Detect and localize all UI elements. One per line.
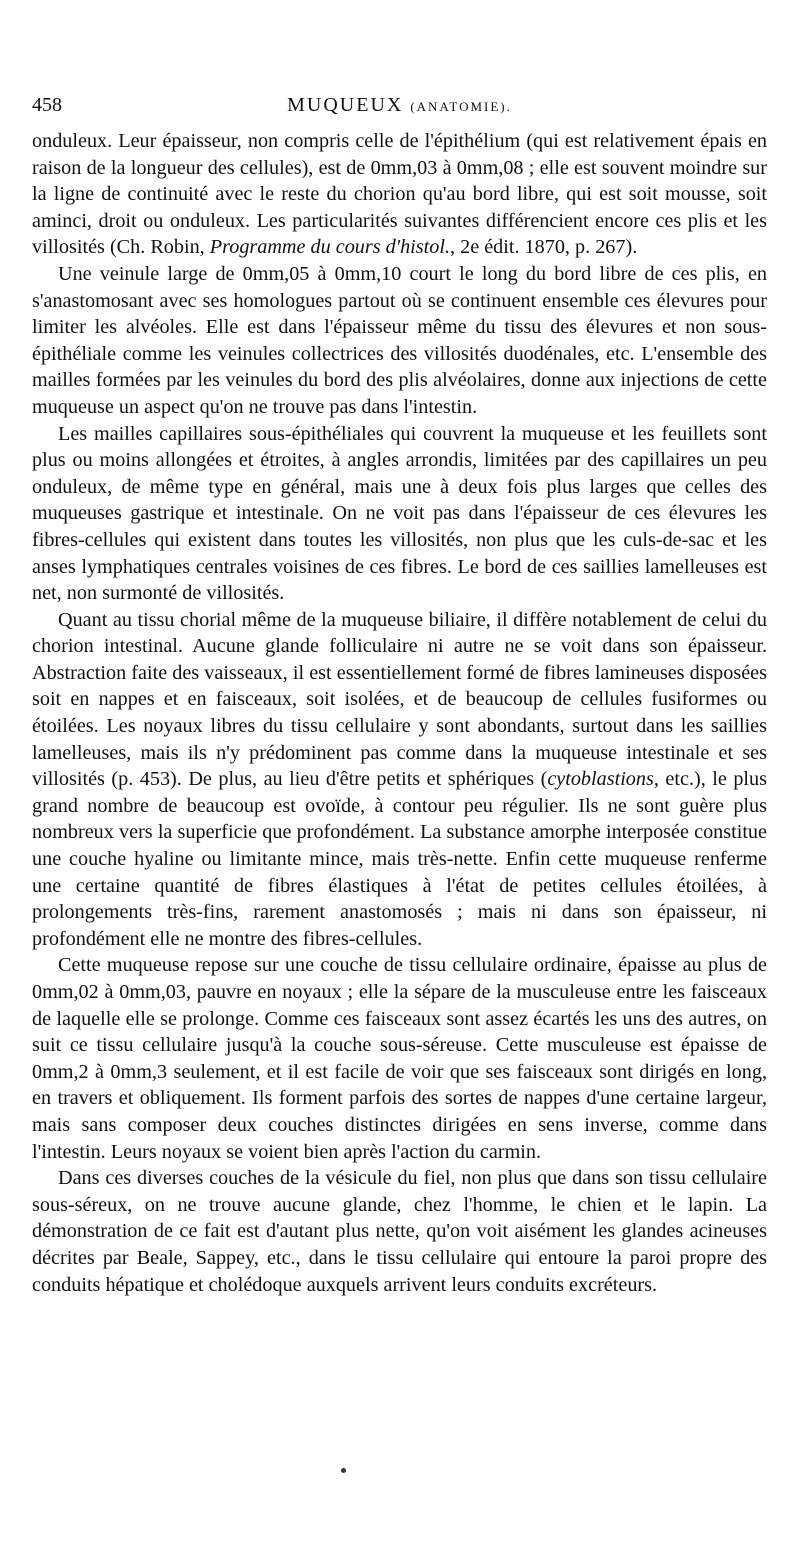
page-header: [32, 94, 767, 122]
running-title-main: MUQUEUX: [287, 94, 404, 116]
paragraph-1-text-after: , 2e édit. 1870, p. 267).: [450, 236, 638, 259]
page-number: 458: [32, 94, 62, 116]
italic-term: cytoblastions: [547, 768, 654, 791]
paragraph-6: Dans ces diverses couches de la vésicule du fiel, non plus que dans son tissu cellulaire sous-séreux, on ne trouve aucune glande, chez l'homme, le chien et le lapin. La démonstration de ce fait est d'autant plus nette, qu'on voit aisément les glandes acineuses décrites par Beale, Sappey, etc., dans le tissu cellulaire qui entoure la paroi propre des conduits hépatique et cholédoque auxquels arrivent leurs conduits excréteurs.: [32, 1167, 767, 1296]
citation-title: Programme du cours d'histol.: [209, 236, 450, 259]
body-text: [32, 128, 767, 1298]
running-title-subtitle: (ANATOMIE).: [410, 99, 512, 114]
running-title: [32, 94, 767, 117]
paragraph-3: Les mailles capillaires sous-épithéliales qui couvrent la muqueuse et les feuillets sont plus ou moins allongées et étroites, à angles arrondis, limitées par des capillaires un peu onduleux, de même type en général, mais une à deux fois plus larges que celles des muqueuses gastrique et intestinale. On ne voit pas dans l'épaisseur de ces élevures les fibres-cellules qui existent dans toutes les villosités, non plus que les culs-de-sac et les anses lymphatiques centrales voisines de ces fibres. Le bord de ces saillies lamelleuses est net, non surmonté de villosités.: [32, 422, 767, 605]
paragraph-4-text-after: , etc.), le plus grand nombre de beaucoup est ovoïde, à contour peu régulier. Ils ne sont guère plus nombreux vers la superficie que profondément. La substance amorphe interposée constitue une couche hyaline ou limitante mince, mais très-nette. Enfin cette muqueuse renferme une certaine quantité de fibres élastiques à l'état de petites cellules étoilées, à prolongements très-fins, rarement anastomosés ; mais ni dans son épaisseur, ni profondément elle ne montre des fibres-cellules.: [32, 768, 767, 950]
paragraph-1-text: onduleux. Leur épaisseur, non compris celle de l'épithélium (qui est relativement épais en raison de la longueur des cellules), est de 0mm,03 à 0mm,08 ; elle est souvent moindre sur la ligne de continuité avec le reste du chorion qu'au bord libre, qui est soit mousse, soit aminci, droit ou onduleux. Les particularités suivantes différencient encore ces plis et les villosités (Ch. Robin,: [32, 130, 767, 259]
paragraph-4: [32, 607, 767, 953]
paragraph-1: [32, 128, 767, 261]
paragraph-5: Cette muqueuse repose sur une couche de tissu cellulaire ordinaire, épaisse au plus de 0mm,02 à 0mm,03, pauvre en noyaux ; elle la sépare de la musculeuse entre les faisceaux de laquelle elle se prolonge. Comme ces faisceaux sont assez écartés les uns des autres, on suit ce tissu cellulaire jusqu'à la couche sous-séreuse. Cette musculeuse est épaisse de 0mm,2 à 0mm,3 seulement, et il est facile de voir que ses faisceaux sont dirigés en long, en travers et obliquement. Ils forment parfois des sortes de nappes d'une certaine largeur, mais sans composer deux couches distinctes dirigées en sens inverse, comme dans l'intestin. Leurs noyaux se voient bien après l'action du carmin.: [32, 954, 767, 1163]
paragraph-4-text: Quant au tissu chorial même de la muqueuse biliaire, il diffère notablement de celui du chorion intestinal. Aucune glande folliculaire ni autre ne se voit dans son épaisseur. Abstraction faite des vaisseaux, il est essentiellement formé de fibres lamineuses disposées soit en nappes et en faisceaux, soit isolées, et de beaucoup de cellules fusiformes ou étoilées. Les noyaux libres du tissu cellulaire y sont abondants, surtout dans les saillies lamelleuses, mais ils n'y prédominent pas comme dans la muqueuse intestinale et ses villosités (p. 453). De plus, au lieu d'être petits et sphériques (: [32, 608, 767, 791]
paragraph-2: Une veinule large de 0mm,05 à 0mm,10 court le long du bord libre de ces plis, en s'anastomosant avec ses homologues partout où se continuent ensemble ces élevures pour limiter les alvéoles. Elle est dans l'épaisseur même du tissu des élevures et non sous-épithéliale comme les veinules collectrices des villosités duodénales, etc. L'ensemble des mailles formées par les veinules du bord des plis alvéolaires, donne aux injections de cette muqueuse un aspect qu'on ne trouve pas dans l'intestin.: [32, 262, 767, 418]
print-mark: [341, 1468, 346, 1473]
